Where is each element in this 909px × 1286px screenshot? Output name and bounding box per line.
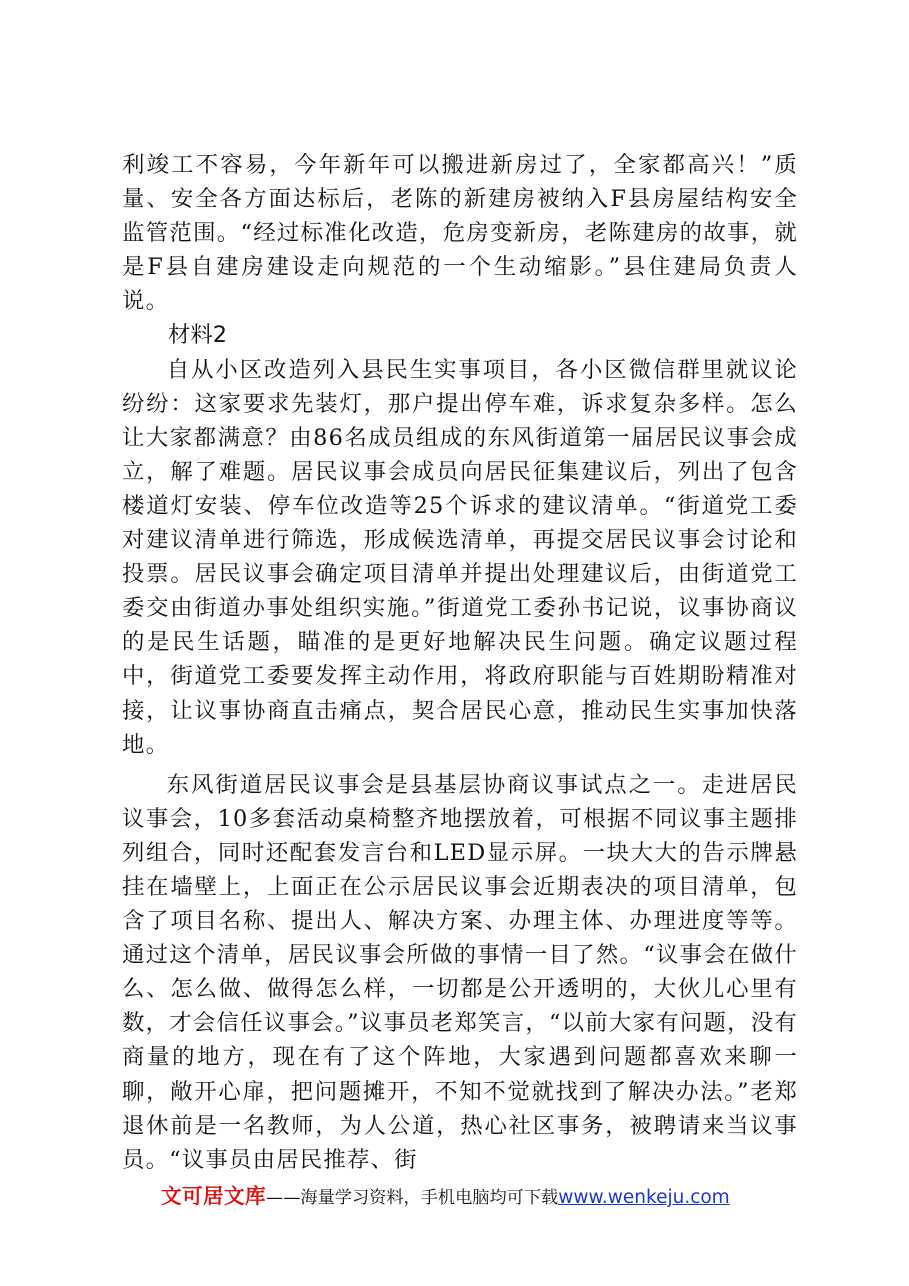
section-heading-material-2: 材料2	[168, 322, 228, 349]
footer-website-link[interactable]: www.wenkeju.com	[558, 1187, 730, 1208]
document-body	[122, 148, 798, 1177]
footer-tagline: ——海量学习资料，手机电脑均可下载	[266, 1188, 559, 1208]
paragraph-resident-council-formation: 自从小区改造列入县民生实事项目，各小区微信群里就议论纷纷：这家要求先装灯，那户提出停车难，诉求复杂多样。怎么让大家都满意？由86名成员组成的东风街道第一届居民议事会成立，解了难题。居民议事会成员向居民征集建议后，列出了包含楼道灯安装、停车位改造等25个诉求的建议清单。“街道党工委对建议清单进行筛选，形成候选清单，再提交居民议事会讨论和投票。居民议事会确定项目清单并提出处理建议后，由街道党工委交由街道办事处组织实施。”街道党工委孙书记说，议事协商议的是民生话题，瞄准的是更好地解决民生问题。确定议题过程中，街道党工委要发挥主动作用，将政府职能与百姓期盼精准对接，让议事协商直击痛点，契合居民心意，推动民生实事加快落地。	[122, 356, 798, 758]
paragraph-continuation: 利竣工不容易，今年新年可以搬进新房过了，全家都高兴！”质量、安全各方面达标后，老陈的新建房被纳入F县房屋结构安全监管范围。“经过标准化改造，危房变新房，老陈建房的故事，就是F县自建房建设走向规范的一个生动缩影。”县住建局负责人说。	[122, 152, 798, 315]
paragraph-council-pilot: 东风街道居民议事会是县基层协商议事试点之一。走进居民议事会，10多套活动桌椅整齐地摆放着，可根据不同议事主题排列组合，同时还配套发言台和LED显示屏。一块大大的告示牌悬挂在墙壁上，上面正在公示居民议事会近期表决的项目清单，包含了项目名称、提出人、解决方案、办理主体、办理进度等等。通过这个清单，居民议事会所做的事情一目了然。“议事会在做什么、怎么做、做得怎么样，一切都是公开透明的，大伙儿心里有数，才会信任议事会。”议事员老郑笑言，“以前大家有问题，没有商量的地方，现在有了这个阵地，大家遇到问题都喜欢来聊一聊，敞开心扉，把问题摊开，不知不觉就找到了解决办法。”老郑退休前是一名教师，为人公道，热心社区事务，被聘请来当议事员。“议事员由居民推荐、街	[122, 771, 798, 1173]
footer-brand: 文可居文库	[161, 1184, 266, 1208]
page-footer	[161, 1183, 801, 1209]
